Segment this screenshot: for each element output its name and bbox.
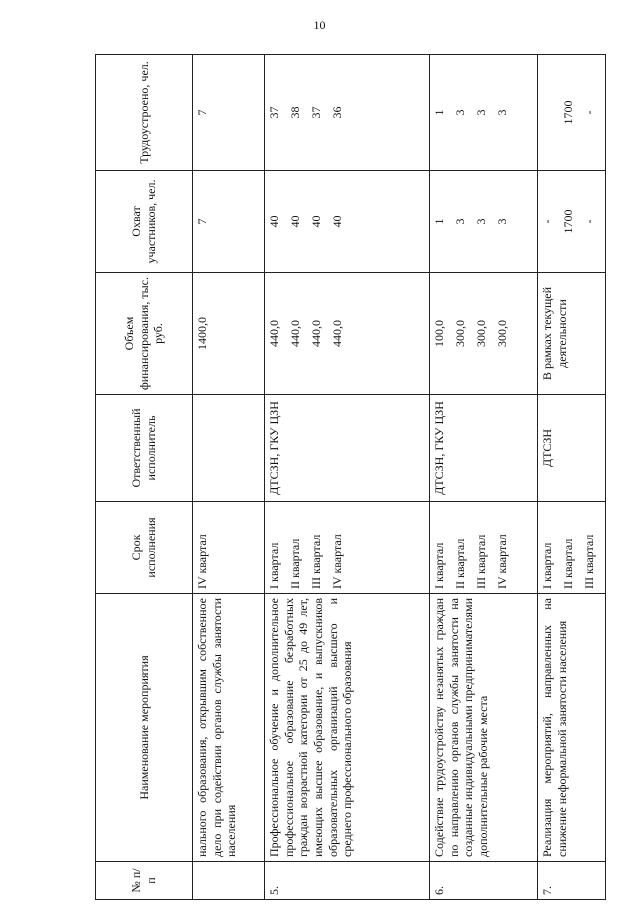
coverage-value: 40 [288, 215, 302, 228]
funding-cell [430, 273, 538, 395]
term: III квартал [474, 534, 488, 589]
header-row [96, 55, 193, 900]
coverage-value: 40 [330, 215, 344, 228]
coverage-cell [265, 171, 430, 273]
coverage-value: 40 [267, 215, 281, 228]
coverage-value: - [540, 219, 554, 224]
term-cell [430, 502, 538, 594]
table-row [430, 55, 538, 900]
executor-cell [193, 395, 265, 502]
term: IV квартал [330, 534, 344, 589]
employed-cell [430, 55, 538, 171]
employed-value: - [582, 110, 596, 115]
funding-cell [193, 273, 265, 395]
term: IV квартал [195, 534, 209, 589]
coverage-value: 7 [195, 218, 209, 225]
term: I квартал [432, 542, 446, 589]
term-cell [538, 502, 606, 594]
funding-value: 440,0 [288, 320, 302, 347]
coverage-cell [538, 171, 606, 273]
employed-value: 3 [453, 109, 467, 116]
employed-value: 1700 [561, 100, 575, 125]
coverage-value: 1 [432, 218, 446, 225]
employed-value: 3 [474, 109, 488, 116]
table-row [193, 55, 265, 900]
executor-cell: ДТСЗН, ГКУ ЦЗН [430, 395, 538, 502]
funding-value: 300,0 [453, 320, 467, 347]
coverage-value: 3 [495, 218, 509, 225]
term: I квартал [267, 542, 281, 589]
funding-value: 440,0 [309, 320, 323, 347]
page-number: 10 [313, 18, 326, 32]
measure-name: Профессиональное обучение и дополнительное профессиональное образование безработных граждан возрастной категории от 25 до 49 лет, имеющих высшее образование, и выпускников образовательных организаций высшего и среднего профессионального образования [265, 594, 430, 862]
coverage-value: 40 [309, 215, 323, 228]
employed-value: 1 [432, 109, 446, 116]
term: III квартал [309, 534, 323, 589]
funding-value: 440,0 [330, 320, 344, 347]
table-row [538, 55, 606, 900]
row-number: 7. [538, 862, 606, 900]
row-number [193, 862, 265, 900]
employed-cell [265, 55, 430, 171]
employed-cell [193, 55, 265, 171]
funding-value: 300,0 [474, 320, 488, 347]
col-header-employed: Трудоустроено, чел. [96, 55, 193, 171]
row-number: 5. [265, 862, 430, 900]
coverage-value: 1700 [561, 209, 575, 234]
coverage-cell [430, 171, 538, 273]
employed-value: 37 [309, 106, 323, 119]
col-header-coverage: Охват участников, чел. [96, 171, 193, 273]
term-cell [193, 502, 265, 594]
funding-value: 100,0 [432, 320, 446, 347]
funding-value: 440,0 [267, 320, 281, 347]
funding-value: 300,0 [495, 320, 509, 347]
coverage-cell [193, 171, 265, 273]
coverage-value: - [582, 219, 596, 224]
term: II квартал [561, 538, 575, 589]
col-header-name: Наименование мероприятия [96, 594, 193, 862]
employed-value: 7 [195, 109, 209, 116]
coverage-value: 3 [453, 218, 467, 225]
col-header-num: № п/п [96, 862, 193, 900]
coverage-value: 3 [474, 218, 488, 225]
measure-name: нального образования, открывшим собственное дело при содействии органов службы занятости населения [193, 594, 265, 862]
table-row [265, 55, 430, 900]
executor-cell: ДТСЗН, ГКУ ЦЗН [265, 395, 430, 502]
measure-name: Содействие трудоустройству незанятых граждан по направлению органов службы занятости на созданные индивидуальными предпринимателями дополнительные рабочие места [430, 594, 538, 862]
col-header-funding: Объем финансирования, тыс. руб. [96, 273, 193, 395]
term: IV квартал [495, 534, 509, 589]
employed-value: 36 [330, 106, 344, 119]
employed-value [540, 59, 561, 166]
measures-table [95, 54, 606, 900]
term-cell [265, 502, 430, 594]
col-header-executor: Ответственный исполнитель [96, 395, 193, 502]
col-header-term: Срок исполнения [96, 502, 193, 594]
term: III квартал [582, 534, 596, 589]
funding-value: 1400,0 [195, 317, 209, 350]
funding-cell [265, 273, 430, 395]
term: II квартал [453, 538, 467, 589]
term: I квартал [540, 542, 554, 589]
employed-value: 38 [288, 106, 302, 119]
employed-cell [538, 55, 606, 171]
measure-name: Реализация мероприятий, направленных на снижение неформальной занятости населения [538, 594, 606, 862]
row-number: 6. [430, 862, 538, 900]
term: II квартал [288, 538, 302, 589]
executor-cell: ДТСЗН [538, 395, 606, 502]
rotated-table-container [95, 55, 600, 900]
employed-value: 3 [495, 109, 509, 116]
employed-value: 37 [267, 106, 281, 119]
funding-cell: В рамках текущей деятельности [538, 273, 606, 395]
